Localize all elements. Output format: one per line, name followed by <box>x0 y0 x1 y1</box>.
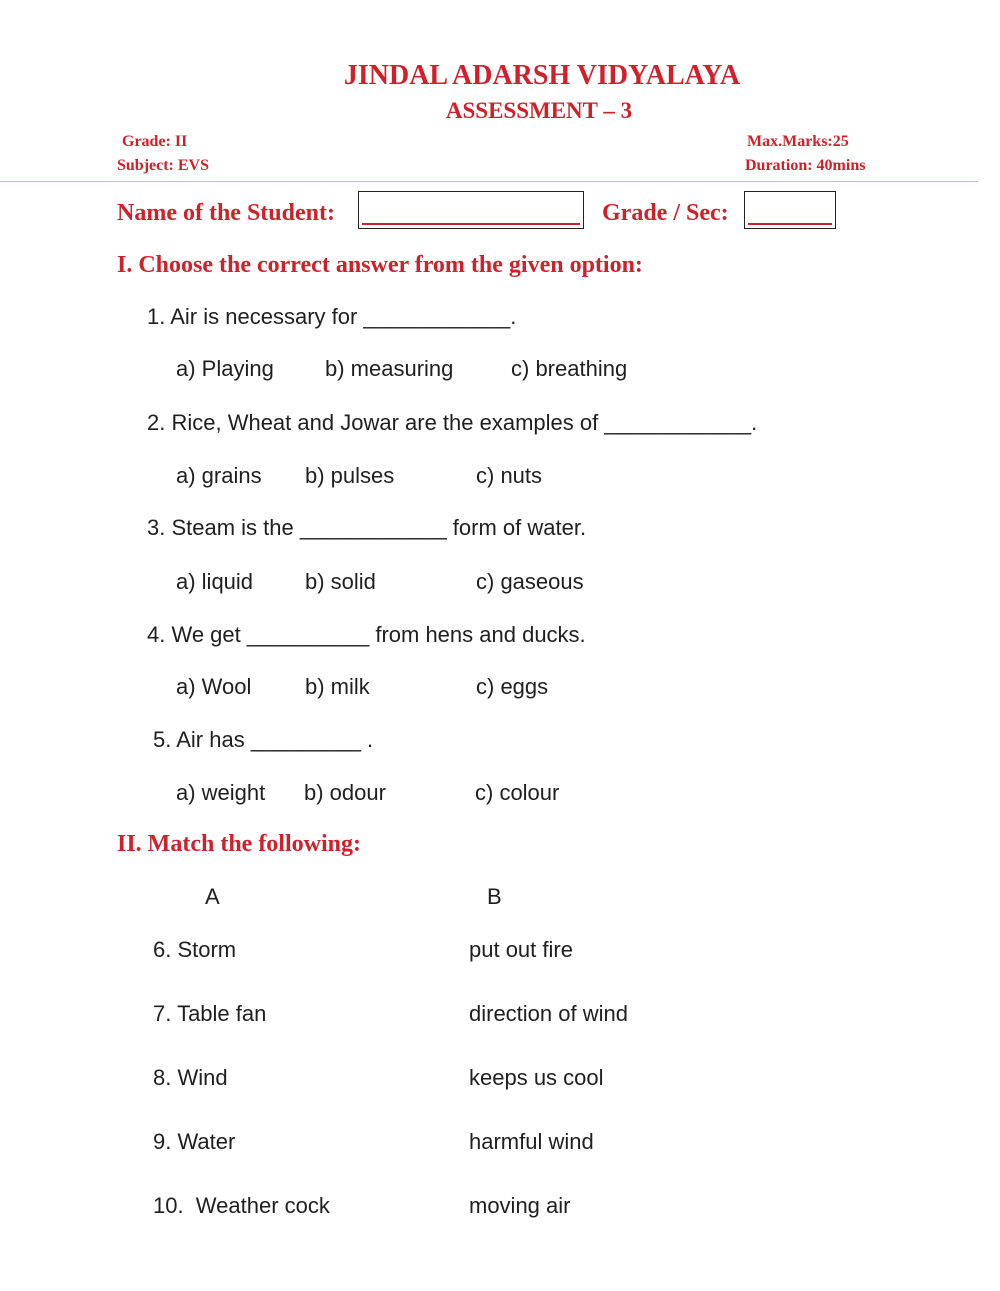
match-item-b: put out fire <box>469 937 573 962</box>
question-4: 4. We get __________ from hens and ducks. <box>147 622 586 647</box>
section-1-title: I. Choose the correct answer from the given option: <box>117 252 643 278</box>
assessment-title: ASSESSMENT – 3 <box>445 98 633 123</box>
match-item-b: direction of wind <box>469 1001 628 1026</box>
question-1: 1. Air is necessary for ____________. <box>147 304 517 329</box>
match-item-a: 9. Water <box>153 1129 236 1154</box>
q3-option-b: b) solid <box>305 569 376 594</box>
q5-option-c: c) colour <box>475 780 560 805</box>
match-item-b: moving air <box>469 1193 571 1218</box>
q4-option-c: c) eggs <box>476 674 549 699</box>
column-a-header: A <box>205 884 220 909</box>
match-item-a: 6. Storm <box>153 937 237 962</box>
match-item-a: 8. Wind <box>153 1065 228 1090</box>
question-2: 2. Rice, Wheat and Jowar are the examples of ____________. <box>147 410 758 435</box>
q5-option-b: b) odour <box>304 780 386 805</box>
q2-option-a: a) grains <box>176 463 262 488</box>
q4-option-a: a) Wool <box>176 674 252 699</box>
grade-sec-label: Grade / Sec: <box>602 200 729 226</box>
match-item-a: 7. Table fan <box>153 1001 267 1026</box>
column-b-header: B <box>487 884 502 909</box>
max-marks-info: Max.Marks:25 <box>747 133 849 150</box>
q1-option-a: a) Playing <box>176 356 274 381</box>
match-item-a: 10. Weather cock <box>153 1193 330 1218</box>
match-item-b: harmful wind <box>469 1129 594 1154</box>
q4-option-b: b) milk <box>305 674 370 699</box>
header-divider <box>0 181 978 182</box>
grade-sec-field[interactable] <box>744 191 836 229</box>
student-name-underline <box>362 223 580 225</box>
question-3: 3. Steam is the ____________ form of water. <box>147 515 587 540</box>
q3-option-c: c) gaseous <box>476 569 584 594</box>
duration-info: Duration: 40mins <box>745 157 866 174</box>
q1-option-c: c) breathing <box>511 356 628 381</box>
question-5: 5. Air has _________ . <box>153 727 374 752</box>
student-name-field[interactable] <box>358 191 584 229</box>
match-item-b: keeps us cool <box>469 1065 604 1090</box>
school-name: JINDAL ADARSH VIDYALAYA <box>343 60 741 91</box>
q2-option-b: b) pulses <box>305 463 395 488</box>
grade-info: Grade: II <box>122 133 188 150</box>
q2-option-c: c) nuts <box>476 463 543 488</box>
q5-option-a: a) weight <box>176 780 266 805</box>
student-name-label: Name of the Student: <box>117 200 335 226</box>
q3-option-a: a) liquid <box>176 569 254 594</box>
subject-info: Subject: EVS <box>117 157 210 174</box>
section-2-title: II. Match the following: <box>117 831 361 857</box>
grade-sec-underline <box>748 223 832 225</box>
q1-option-b: b) measuring <box>325 356 454 381</box>
